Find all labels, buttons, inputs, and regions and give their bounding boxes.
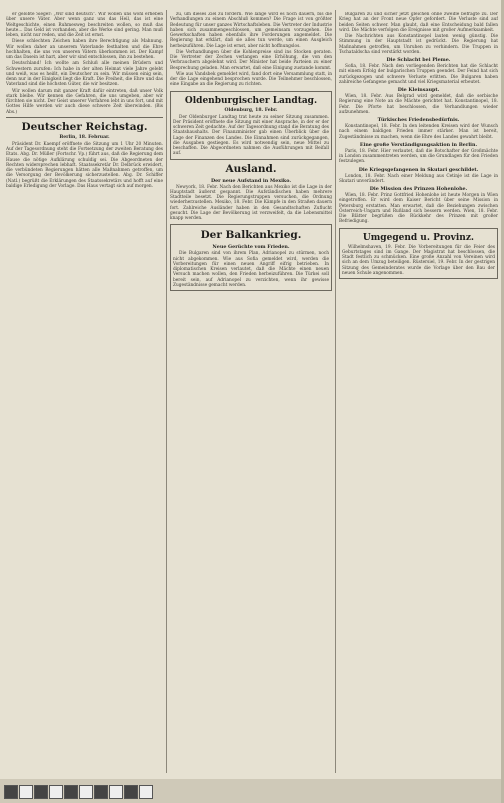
subheadline: Die Mission des Prinzen Hohenlohe. [369, 186, 468, 192]
scale-swatch [64, 785, 78, 799]
color-scale-bar [4, 785, 154, 799]
article-body [339, 12, 498, 55]
column-rule [166, 10, 167, 773]
paragraph: London, 18. Febr. Nach einer Meldung aus Cetinje ist die Lage in Skutari unverändert. [339, 173, 498, 184]
section-headline: Ausland. [225, 162, 277, 175]
subheadline: Türkisches Friedensbedürfnis. [377, 117, 460, 123]
section-headline: Der Balkankrieg. [200, 229, 302, 242]
paragraph: Wien, 18. Febr. Prinz Gottfried Hohenlohe ist heute Morgen in Wien eingetroffen. Er wird dem Kaiser Bericht über seine Mission in Petersburg erstatten. Man erwartet, daß die Beziehungen zwischen Österreich-Ungarn und Rußland sich bessern werden. Wien, 18. Febr. Die Blätter begrüßen die Rückkehr des Prinzen mit großer Befriedigung. [339, 193, 498, 225]
paragraph: Newyork, 18. Febr. Nach den Berichten aus Mexiko ist die Lage in der Hauptstadt äußerst gespannt. Die Aufständischen haben mehrere Stadtteile besetzt. Die Regierungstruppen versuchen, die Ordnung wiederherzustellen. Mexiko, 18. Febr. Die Kämpfe in den Straßen dauern fort. Zahlreiche Ausländer haben in den Gesandtschaften Zuflucht gesucht. Die Lage der Bevölkerung ist verzweifelt, da die Lebensmittel knapp werden. [170, 184, 332, 221]
divider [6, 117, 163, 118]
article-body [339, 64, 498, 85]
paragraph: Wie aus Vandsbek gemeldet wird, fand dort eine Versammlung statt, in der die Lage eingehend besprochen wurde. Die Teilnehmer beschlossen, eine Eingabe an die Regierung zu richten. [170, 71, 332, 88]
paragraph: zu, um dieses Ziel zu fördern. Wie lange wird es noch dauern, bis die Verhandlungen zu einem Abschluß kommen? Die Frage ist von größter Bedeutung für unser ganzes Wirtschaftsleben. Die Vertreter der Industrie haben sich zusammengeschlossen, um gemeinsam vorzugehen. Die Gewerkschaften haben ebenfalls ihre Forderungen angemeldet. Die Regierung hat erklärt, daß sie alles tun werde, um einen Ausgleich herbeizuführen. Die Lage ist ernst, aber nicht hoffnungslos. [170, 12, 332, 49]
scale-swatch [34, 785, 48, 799]
section-box [170, 224, 332, 291]
scale-swatch [139, 785, 153, 799]
paragraph: er gelobte Sieger: „Wir sind deutsch“. Wir wollen uns wohl erheben über unsere Väter. Aber wenn ganz uns das Heil, das ist eine Weltgeschichte, einen Ruhmesweg beschreiten wollen, so muß das heute... Das Geld ist vorhanden, aber die Werke sind gering. Man muß leben, nicht nur reden, und die Zeit ist ernst. [6, 12, 163, 38]
paragraph: Wien, 18. Febr. Aus Belgrad wird gemeldet, daß die serbische Regierung eine Note an die Mächte gerichtet hat. Konstantinopel, 18. Febr. Die Pforte hat beschlossen, die Verhandlungen wieder aufzunehmen. [339, 94, 498, 115]
article-body [170, 12, 332, 88]
article-body [339, 193, 498, 225]
paragraph: Die Nachrichten aus Konstantinopel lauten wenig günstig. Die Stimmung in der Hauptstadt ist gedrückt. Die Regierung hat Maßnahmen getroffen, um Unruhen zu verhindern. Die Truppen in Tschataldscha sind verstärkt worden. [339, 34, 498, 55]
scan-footer-strip [0, 779, 504, 803]
column-right [339, 12, 498, 775]
article-body [339, 124, 498, 140]
paragraph: Die Bulgaren sind von ihrem Plan, Adrianopel zu stürmen, noch nicht abgekommen. Wie aus Sofia gemeldet wird, werden die Vorbereitungen für einen neuen Angriff eifrig betrieben. In diplomatischen Kreisen verlautet, daß die Mächte einen neuen Versuch machen wollen, den Frieden herbeizuführen. Die Türkei soll bereit sein, auf Adrianopel zu verzichten, wenn ihr gewisse Zugeständnisse gemacht werden. [173, 251, 329, 288]
paragraph: Sofia, 18. Febr. Nach den vorliegenden Berichten hat die Schlacht mit einem Erfolg der bulgarischen Truppen geendet. Der Feind hat sich zurückgezogen und schwere Verluste erlitten. Die Bulgaren haben zahlreiche Gefangene gemacht und viel Kriegsmaterial erbeutet. [339, 64, 498, 85]
column-left [6, 12, 163, 775]
column-middle [170, 12, 332, 775]
subheadline: Die Kleinsaupt. [397, 87, 440, 93]
dateline: Berlin, 18. Februar. [59, 134, 110, 140]
subheadline: Eine große Verständigungsaktion in Berlin. [359, 141, 478, 148]
paragraph: Wilhelmshaven, 19. Febr. Die Vorbereitungen für die Feier des Geburtstages sind im Gange. Der Magistrat hat beschlossen, die Stadt festlich zu schmücken. Eine große Anzahl von Vereinen wird sich an dem Umzug beteiligen. Rüstersiel, 19. Febr. In der gestrigen Sitzung des Gemeinderates wurde die Vorlage über den Bau der neuen Schule angenommen. [342, 244, 495, 276]
paragraph: Paris, 18. Febr. Hier verlautet, daß die Botschafter der Großmächte in London zusammentreten werden, um die Grundlagen für den Frieden festzulegen. [339, 148, 498, 165]
dateline: Oldenburg, 18. Febr. [224, 107, 278, 113]
article-body [339, 174, 498, 185]
scale-swatch [4, 785, 18, 799]
paragraph: Diese schlechten Zeichen haben ihre Berechtigung als Mahnung. Wir wollen daher an unserem Vaterlande festhalten und die Ehre hochhalten, die uns von unseren Vätern überkommen ist. Der Kampf um das Dasein ist hart, aber wir sind entschlossen, ihn zu bestehen. [6, 39, 163, 60]
section-box [339, 228, 498, 280]
scale-swatch [94, 785, 108, 799]
scale-swatch [124, 785, 138, 799]
scale-swatch [19, 785, 33, 799]
paragraph: Wir wollen darum mit ganzer Kraft dafür eintreten, daß unser Volk stark bleibe. Wir kennen die Gefahren, die uns umgeben, aber wir fürchten sie nicht. Der Geist unserer Vorfahren lebt in uns fort, und mit Gottes Hilfe werden wir auch diese schwere Zeit überwinden. (Bis Abs.) [6, 88, 163, 115]
subheadline: Die Kriegsgefangenen in Skutari geschildet. [358, 166, 479, 173]
section-headline: Oldenburgischer Landtag. [184, 95, 318, 106]
article-body [173, 115, 329, 157]
section-box [170, 91, 332, 160]
article-body [6, 142, 163, 189]
section-headline: Deutscher Reichstag. [21, 120, 148, 133]
paragraph: Präsident Dr. Kaempf eröffnete die Sitzung um 1 Uhr 20 Minuten. Auf der Tagesordnung steht die Fortsetzung der zweiten Beratung des Etats. Abg. Dr. Müller (Fortschr. Vp.) führt aus, daß die Regierung dem Hause die nötige Aufklärung schuldig sei. Die Abgeordneten der Rechten widersprechen lebhaft. Staatssekretär Dr. Delbrück erwidert, die verbündeten Regierungen hätten alle Maßnahmen getroffen, um die Versorgung der Bevölkerung sicherzustellen. Abg. Dr. Schiffer (Natl.) begrüßt die Erklärungen des Staatssekretärs und hofft auf eine baldige Erledigung der Vorlage. Das Haus vertagt sich auf morgen. [6, 141, 163, 189]
article-body [170, 185, 332, 222]
paragraph: Bulgaren zu und sicher jetzt gleichen ohne zweifle befragte zu. Der Krieg hat an der Front neue Opfer gefordert. Die Verluste sind auf beiden Seiten schwer. Man glaubt, daß eine Entscheidung bald fallen wird. Die Mächte verfolgen die Ereignisse mit großer Aufmerksamkeit. [339, 12, 498, 33]
paragraph: Konstantinopel, 18. Febr. In den leitenden Kreisen wird der Wunsch nach einem baldigen Frieden immer stärker. Man ist bereit, Zugeständnisse zu machen, wenn die Ehre des Landes gewahrt bleibt. [339, 124, 498, 140]
paragraph: Deutschland! Ich wollte am Schluß alle meinen Brüdern und Schwestern zurufen: Ich habe in der alten Heimat viele Jahre gelebt und weiß, was es heißt, ein Deutscher zu sein. Wir müssen einig sein, denn nur in der Einigkeit liegt die Kraft. Die Freiheit, die Ehre und das Vaterland sind die höchsten Güter, die wir besitzen. [6, 61, 163, 88]
column-rule [335, 10, 336, 773]
article-body [339, 94, 498, 115]
article-body [6, 12, 163, 115]
scale-swatch [109, 785, 123, 799]
paragraph: Die Verhandlungen über die Kohlenpreise sind ins Stocken geraten. Die Vertreter der Zechen verlangen eine Erhöhung, die von den Verbrauchern abgelehnt wird. Der Minister hat beide Parteien zu einer Besprechung geladen. Man erwartet, daß eine Einigung zustande kommt. [170, 49, 332, 71]
article-body [339, 149, 498, 165]
article-body [173, 251, 329, 288]
paragraph: Der Oldenburger Landtag trat heute zu seiner Sitzung zusammen. Der Präsident eröffnete die Sitzung mit einer Ansprache, in der er der schweren Zeit gedachte. Auf der Tagesordnung stand die Beratung des Staatshaushalts. Der Finanzminister gab einen Überblick über die Lage der Finanzen des Landes. Die Einnahmen sind zurückgegangen, die Ausgaben gestiegen. Es wird notwendig sein, neue Mittel zu beschaffen. Die Abgeordneten nahmen die Ausführungen mit Beifall auf. [173, 114, 329, 157]
scale-swatch [49, 785, 63, 799]
article-body [342, 245, 495, 277]
subheadline: Der neue Aufstand in Mexiko. [210, 177, 292, 184]
subheadline: Die Schlacht bei Pleme. [386, 57, 451, 63]
scale-swatch [79, 785, 93, 799]
section-headline: Umgegend u. Provinz. [362, 232, 475, 243]
subheadline: Neue Gerüchte vom Frieden. [212, 244, 290, 251]
